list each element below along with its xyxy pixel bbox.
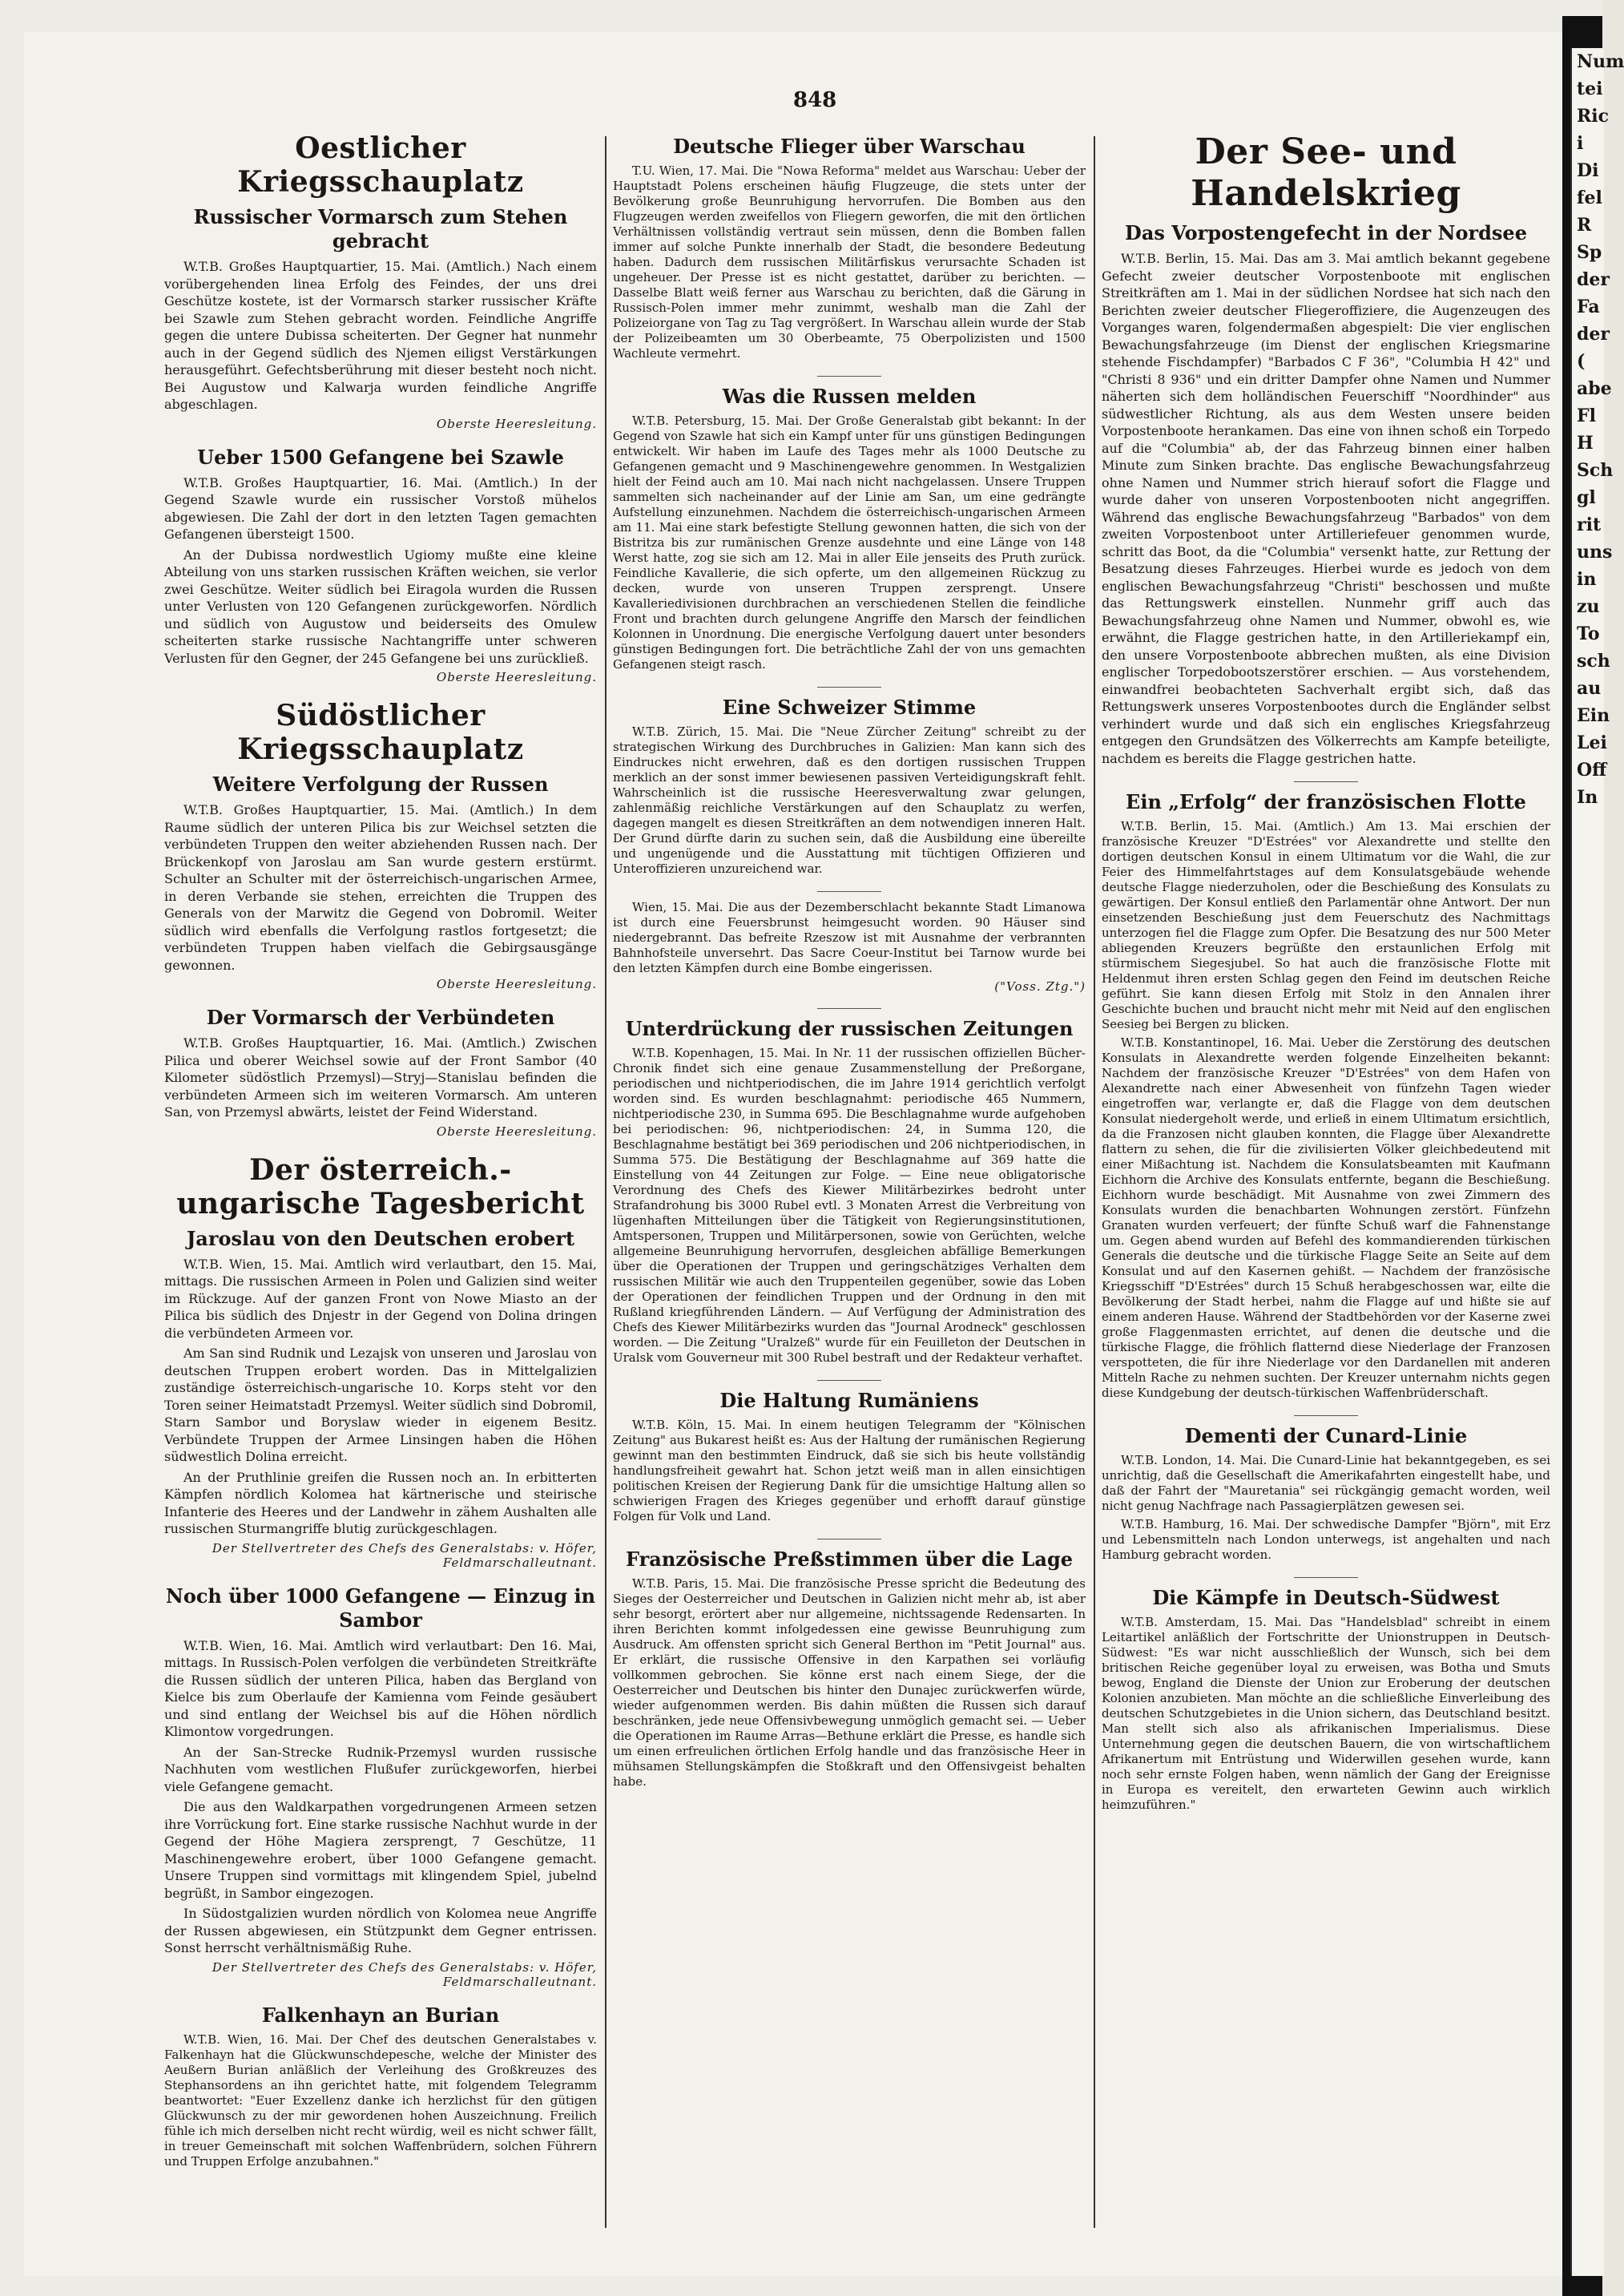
article-title: Deutsche Flieger über Warschau <box>673 135 1026 158</box>
article-separator <box>817 1380 881 1381</box>
article-paragraph: W.T.B. Köln, 15. Mai. In einem heutigen Telegramm der "Kölnischen Zeitung" aus Bukarest heißt es: Aus der Haltung der rumänischen Regierung gewinnt man den bestimmten Eindruck, daß sie sich bis heute vollständig handlungsfreiheit gewahrt hat. Schon jetzt weiß man in allen einsichtigen politischen Kreisen der Regierung Dank für die umsichtige Haltung allen so schwierigen Fragen des Krieges gegenüber und erhofft darauf günstige Folgen für Volk und Land. <box>613 1418 1086 1523</box>
article <box>164 773 597 991</box>
article-signature: Oberste Heeresleitung. <box>436 416 597 431</box>
article-paragraph: Am San sind Rudnik und Lezajsk von unseren und Jaroslau von deutschen Truppen erobert worden. Das in Mittelgalizien zuständige österreichisch-ungarische 10. Korps steht vor den Toren seiner Heimatstadt Przemysl. Weiter südlich sind Dobromil, Starn Sambor und Boryslaw wieder in eigenem Besitz. Verbündete Truppen der Armee Linsingen haben die Höhen südwestlich Dolina erreicht. <box>164 1346 597 1464</box>
article-title: Jaroslau von den Deutschen erobert <box>186 1226 575 1250</box>
article-paragraph: W.T.B. Berlin, 15. Mai. Das am 3. Mai amtlich bekannt gegebene Gefecht zweier deutscher Vorpostenboote mit englischen Streitkräften am 1. Mai in der südlichen Nordsee hat sich nach den Berichten zweier deutscher Fliegeroffiziere, die Augenzeugen des Vorganges waren, folgendermaßen abgespielt: Die vier englischen Bewachungsfahrzeuge (im Dienst der englischen Kriegsmarine stehende Fischdampfer) "Barbados C F 36", "Columbia H 42" und "Christi 8 936" und ein dritter Dampfer ohne Namen und Nummer näherten sich dem holländischen Feuerschiff "Noordhinder" aus südwestlicher Richtung, als aus dem Westen unsere beiden Vorpostenboote herankamen. Das eine von ihnen schoß ein Torpedo auf die "Columbia" ab, der das Fahrzeug binnen einer halben Minute zum Sinken brachte. Das englische Bewachungsfahrzeug ohne Namen und Nummer strich hierauf sofort die Flagge und wurde daher von unseren Vorpostenbooten nicht angegriffen. Während das englische Bewachungsfahrzeug "Barbados" von dem zweiten Vorpostenboot unter Artilleriefeuer genommen wurde, schritt das Boot, da die "Columbia" versenkt hatte, zur Rettung der Besatzung dieses Fahrzeuges. Hierbei wurde es jedoch von dem englischen Bewachungsfahrzeug "Christi" beschossen und mußte das Rettungswerk einstellen. Nunmehr griff auch das Bewachungsfahrzeug ohne Namen und Nummer, obwohl es, wie erwähnt, die Flagge gestrichen hatte, in den Artilleriekampf ein, den unsere Vorpostenboote abbrechen mußten, als eine Division englischer Torpedobootszerstörer erschien. — Aus vorstehendem, einwandfrei beobachteten Sachverhalt ergibt sich, daß das Rettungswerk unseres Vorpostenbootes durch die Engländer selbst verhindert wurde und daß sich ein englisches Kriegsfahrzeug entgegen den Grundsätzen des Völkerrechts am Kampfe beteiligte, nachdem es bereits die Flagge gestrichen hatte. <box>1102 251 1550 766</box>
column-left <box>164 128 597 2244</box>
adjacent-page-fragment: i <box>1577 133 1584 154</box>
article-title: Weitere Verfolgung der Russen <box>212 773 549 796</box>
adjacent-page-fragment: Sch <box>1577 460 1614 481</box>
adjacent-page-fragment: rit <box>1577 514 1602 535</box>
adjacent-page-fragment: R <box>1577 215 1592 236</box>
article-paragraph: An der Dubissa nordwestlich Ugiomy mußte eine kleine Abteilung von uns starken russischen Kräften weichen, sie verlor zwei Geschütze. Weiter südlich bei Eiragola wurden die Russen unter Verlusten von 120 Gefangenen zurückgeworfen. Nördlich und südlich von Augustow und beiderseits des Omulew scheiterten starke russische Nachtangriffe unter schweren Verlusten für den Gegner, der 245 Gefangene bei uns zurückließ. <box>164 547 597 666</box>
adjacent-page-fragment: abe <box>1577 378 1612 399</box>
column-right <box>1102 128 1550 2244</box>
adjacent-page-fragment: Ein <box>1577 705 1610 726</box>
article-paragraph: An der San-Strecke Rudnik-Przemysl wurden russische Nachhuten vom westlichen Flußufer zurückgeworfen, hierbei viele Gefangene gemacht. <box>164 1744 597 1794</box>
article <box>613 385 1086 672</box>
article-title: Die Haltung Rumäniens <box>719 1389 979 1412</box>
adjacent-page-fragment: fel <box>1577 188 1602 208</box>
article <box>613 1547 1086 1790</box>
article <box>613 1389 1086 1524</box>
article <box>613 1017 1086 1366</box>
adjacent-page-fragment: in <box>1577 569 1597 590</box>
article-separator <box>817 376 881 377</box>
article-paragraph: W.T.B. Wien, 16. Mai. Amtlich wird verlautbart: Den 16. Mai, mittags. In Russisch-Polen verfolgen die verbündeten Streitkräfte die Russen südlich der unteren Pilica, haben das Bergland von Kielce bis zum Oberlaufe der Kamienna vom Feinde gesäubert und sind entlang der Weichsel bis auf die Höhen nördlich Klimontow vorgedrungen. <box>164 1637 597 1739</box>
section-title: Oestlicher Kriegsschauplatz <box>237 131 524 199</box>
adjacent-page-fragment: uns <box>1577 542 1613 563</box>
adjacent-page-fragment: sch <box>1577 651 1610 672</box>
article-paragraph: W.T.B. London, 14. Mai. Die Cunard-Linie hat bekanntgegeben, es sei unrichtig, daß die Gesellschaft die Amerikafahrten eingestellt habe, und daß der Fahrt der "Mauretania" sei rückgängig gemacht worden, weil nicht genug Nachfrage nach Passagierplätzen gewesen sei. <box>1102 1453 1550 1513</box>
article-paragraph: W.T.B. Wien, 16. Mai. Der Chef des deutschen Generalstabes v. Falkenhayn hat die Glückwunschdepesche, welche der Minister des Aeußern Burian anläßlich der Verleihung des Großkreuzes des Stephansordens an ihn gerichtet hatte, mit folgendem Telegramm beantwortet: "Euer Exzellenz danke ich herzlichst für den gütigen Glückwunsch zu der mir gewordenen hohen Auszeichnung. Freilich fühle ich mich derselben nicht recht würdig, weil es nicht schwer fällt, in treuer Gemeinschaft mit solchen Waffenbrüdern, solchen Führern und Truppen Erfolge anzubahnen." <box>164 2032 597 2169</box>
article <box>1102 221 1550 767</box>
article-paragraph: W.T.B. Großes Hauptquartier, 16. Mai. (Amtlich.) Zwischen Pilica und oberer Weichsel sowie auf der Front Sambor (40 Kilometer südöstlich Przemysl)—Stryj—Stanislau befinden die verbündeten Armeen sich im weiteren Vormarsch. Am unteren San, von Przemysl abwärts, leistet der Feind Widerstand. <box>164 1035 597 1120</box>
adjacent-page-fragment: Fl <box>1577 406 1596 426</box>
article-title: Französische Preßstimmen über die Lage <box>626 1547 1073 1571</box>
adjacent-page-fragments <box>1572 48 1624 811</box>
article <box>164 1006 597 1139</box>
adjacent-page-fragment: H <box>1577 433 1594 454</box>
article-signature: Der Stellvertreter des Chefs des Generalstabs: v. Höfer, Feldmarschalleutnant. <box>212 1540 597 1570</box>
adjacent-page-fragment: zu <box>1577 596 1600 617</box>
article-paragraph: W.T.B. Großes Hauptquartier, 15. Mai. (Amtlich.) In dem Raume südlich der unteren Pilica bis zur Weichsel setzten die verbündeten Truppen den weiter abziehenden Russen nach. Der Brückenkopf von Jaroslau am San wurde gestern erstürmt. Schulter an Schulter mit der österreichisch-ungarischen Armee, in deren Verbande sie stehen, erreichten die Truppen des Generals von der Marwitz die Gegend von Dobromil. Weiter südlich wird ebenfalls die Verfolgung rastlos fortgesetzt; die verbündeten Truppen haben vielfach die Gebirgsausgänge gewonnen. <box>164 802 597 973</box>
article <box>164 1584 597 1989</box>
adjacent-page-edge <box>1570 48 1624 2276</box>
article-title: Falkenhayn an Burian <box>261 2003 500 2027</box>
page-number: 848 <box>793 88 837 112</box>
adjacent-page-fragment: Fa <box>1577 297 1600 317</box>
article-separator <box>817 687 881 688</box>
article <box>1102 1424 1550 1563</box>
article-signature: Oberste Heeresleitung. <box>436 670 597 684</box>
article <box>613 696 1086 877</box>
article-title: Ein „Erfolg“ der französischen Flotte <box>1126 790 1526 813</box>
adjacent-page-fragment: der <box>1577 269 1610 290</box>
article-paragraph: W.T.B. Zürich, 15. Mai. Die "Neue Zürcher Zeitung" schreibt zu der strategischen Wirkung des Durchbruches in Galizien: Man kann sich des Eindruckes nicht erwehren, daß es den dortigen russischen Truppen merklich an der sonst immer bewiesenen passiven Verteidigungskraft fehlt. Wahrscheinlich ist die russische Heeresverwaltung zwar gelungen, zahlenmäßig reichliche Verstärkungen auf den Schauplatz zu werfen, dagegen mangelt es diesen Streitkräften an dem notwendigen inneren Halt. Der Grund dürfte darin zu suchen sein, daß die Ausbildung eine übereilte und ungenügende und die Ausstattung mit tüchtigen Offizieren und Unteroffizieren unzureichend war. <box>613 724 1086 876</box>
article-title: Dementi der Cunard-Linie <box>1184 1424 1468 1447</box>
article-paragraph: W.T.B. Konstantinopel, 16. Mai. Ueber die Zerstörung des deutschen Konsulats in Alexandrette werden folgende Einzelheiten bekannt: Nachdem der französische Kreuzer "D'Estrées" von dem Hafen von Alexandrette nach einer Abwesenheit von fünfzehn Tagen wieder eingetroffen war, verlangte er, daß die Flagge von dem deutschen Konsulat niedergeholt werde, und erließ in einem Ultimatum ersichtlich, da die Franzosen nicht glauben konnten, die Flagge über Alexandrette flattern zu sehen, die für die zivilisierten Völker gleichbedeutend mit einer Mißachtung ist. Nachdem die Konsulatsbeamten mit Kaufmann Eichhorn die Archive des Konsulats entfernte, begann die Beschießung. Eichhorn wurde beschädigt. Mit Ausnahme von zwei Zimmern des Konsulats wurden die benachbarten Wohnungen zerstört. Fünfzehn Granaten wurden verfeuert; der fünfte Schuß warf die Fahnenstange um. Gegen abend wurden auf Befehl des kommandierenden türkischen Generals die deutsche und die türkische Flagge Seite an Seite auf dem Konsulat und auf den Kasernen gehißt. — Nachdem der französische Kriegsschiff "D'Estrées" durch 15 Schuß herabgeschossen war, eilte die Bevölkerung der Stadt herbei, nahm die Flagge auf und hißte sie auf einem anderen Hause. Während der Stadtbehörden vor der Kaserne zwei große Flaggenmasten errichtet, auf denen die deutsche und die türkische Flagge, die fröhlich flatternd diese Niederlage der Franzosen verspotteten, die für ihre Niederlage vor den Dardanellen mit anderen Mitteln Rache zu nehmen suchten. Der Kreuzer unternahm nichts gegen diese Kundgebung der deutsch-türkischen Waffenbrüderschaft. <box>1102 1035 1550 1400</box>
adjacent-page-fragment: Num <box>1577 51 1624 72</box>
newspaper-page <box>24 32 1562 2276</box>
adjacent-page-fragment: au <box>1577 678 1602 699</box>
column-rule <box>1094 136 1095 2228</box>
article-paragraph: Wien, 15. Mai. Die aus der Dezemberschlacht bekannte Stadt Limanowa ist durch eine Feuersbrunst heimgesucht worden. 90 Häuser sind niedergebrannt. Das befreite Rzeszow ist mit Ausnahme der verbrannten Bahnhofsteile unversehrt. Das Sacre Coeur-Institut bei Tarnow wurde bei den letzten Kämpfen durch eine Bombe eingerissen. <box>613 900 1086 975</box>
article-paragraph: W.T.B. Großes Hauptquartier, 16. Mai. (Amtlich.) In der Gegend Szawle wurde ein russischer Vorstoß mühelos abgewiesen. Die Zahl der dort in den letzten Tagen gemachten Gefangenen übersteigt 1500. <box>164 474 597 542</box>
article-paragraph: Die aus den Waldkarpathen vorgedrungenen Armeen setzen ihre Vorrückung fort. Eine starke russische Nachhut wurde in der Gegend der Höhe Magiera zersprengt, 7 Geschütze, 11 Maschinengewehre erobert, über 1000 Gefangene gemacht. Unsere Truppen sind vormittags mit klingendem Spiel, jubelnd begrüßt, in Sambor eingezogen. <box>164 1799 597 1901</box>
article-paragraph: W.T.B. Großes Hauptquartier, 15. Mai. (Amtlich.) Nach einem vorübergehenden linea Erfolg des Feindes, der uns drei Geschütze kostete, ist der Vormarsch starker russischer Kräfte bei Szawle zum Stehen gebracht worden. Feindliche Angriffe gegen die untere Dubissa scheiterten. Der Gegner hat nunmehr auch in der Gegend südlich des Njemen eiligst Verstärkungen herausgeführt. Gefechtsberührung mit dieser besteht noch nicht. Bei Augustow und Kalwarja wurden feindliche Angriffe abgeschlagen. <box>164 259 597 412</box>
article-paragraph: W.T.B. Wien, 15. Mai. Amtlich wird verlautbart, den 15. Mai, mittags. Die russischen Armeen in Polen und Galizien sind weiter im Rückzuge. Auf der ganzen Front von Nowe Miasto an der Pilica bis südlich des Dnjestr in der Gegend von Dolina dringen die verbündeten Armeen vor. <box>164 1256 597 1341</box>
adjacent-page-fragment: In <box>1577 787 1598 808</box>
article <box>164 205 597 431</box>
article-paragraph: W.T.B. Paris, 15. Mai. Die französische Presse spricht die Bedeutung des Sieges der Oesterreicher und Deutschen in Galizien nicht mehr ab, ist aber sehr besorgt, erörtert aber nur allgemeine, nichtssagende Redensarten. In ihren Berichten kommt infolgedessen eine gewisse Beunruhigung zum Ausdruck. Am offensten spricht sich General Berthon im "Petit Journal" aus. Er erklärt, die russische Offensive in den Karpathen sei vorläufig vollkommen gebrochen. Sie könne erst nach einem Siege, der die Oesterreicher und Deutschen bis hinter den Dunajec zurückwerfen würde, wieder aufgenommen werden. Bis dahin müßten die Russen sich darauf beschränken, jede neue Offensivbewegung unmöglich gemacht sei. — Ueber die Operationen im Raume Arras—Bethune erklärt die Presse, es handle sich um einen erfreulichen örtlichen Erfolg handle und das französische Heer in mühsamen Stellungskämpfen die Stoßkraft und den Offensivgeist behalten habe. <box>613 1576 1086 1789</box>
article-separator <box>817 891 881 892</box>
article <box>164 446 597 685</box>
article-signature: Oberste Heeresleitung. <box>436 977 597 991</box>
adjacent-page-fragment: gl <box>1577 487 1596 508</box>
article-paragraph: An der Pruthlinie greifen die Russen noch an. In erbitterten Kämpfen nördlich Kolomea hat kärtnerische und steirische Infanterie des Heeres und der Landwehr in zähem Aushalten alle russischen Sturmangriffe blutig zurückgeschlagen. <box>164 1469 597 1536</box>
adjacent-page-fragment: Sp <box>1577 242 1602 263</box>
adjacent-page-fragment: To <box>1577 623 1600 644</box>
article <box>613 135 1086 361</box>
article-title: Eine Schweizer Stimme <box>722 696 977 719</box>
article-separator <box>1294 781 1358 782</box>
article <box>1102 1586 1550 1813</box>
article-separator <box>1294 1415 1358 1416</box>
article <box>164 2003 597 2169</box>
article-source: ("Voss. Ztg.") <box>994 979 1086 994</box>
article-title: Russischer Vormarsch zum Stehen gebracht <box>193 205 568 252</box>
article-paragraph: W.T.B. Kopenhagen, 15. Mai. In Nr. 11 der russischen offiziellen Bücher-Chronik findet sich eine genaue Zusammenstellung der Preßorgane, periodischen und nichtperiodischen, die im Jahre 1914 gerichtlich verfolgt worden sind. Es wurden beschlagnahmt: periodische 465 Nummern, nichtperiodische 230, in Summa 695. Die Beschlagnahme wurde aufgehoben bei periodischen: 96, nichtperiodischen: 24, in Summa 120, die Beschlagnahme bestätigt bei 369 periodischen und 206 nichtperiodischen, in Summa 575. Die Bestätigung der Beschlagnahme auf 369 hatte die Einstellung von 44 Zeitungen zur Folge. — Eine neue obligatorische Verordnung des Chefs des Kiewer Militärbezirkes bedroht unter Strafandrohung bis 3000 Rubel evtl. 3 Monaten Arrest die Verbreitung von lügenhaften Mitteilungen über die Tätigkeit von Regierungsinstitutionen, Amtspersonen, Truppen und Militärpersonen, sowie von Gerüchten, welche allgemeine Beunruhigung hervorrufen, desgleichen abfällige Bemerkungen über die Operationen der Truppen und geringschätziges Verhalten dem russischen Militär wie auch den Truppenteilen gegenüber, sowie das Loben der Operationen der feindlichen Truppen und der Ordnung in den mit Rußland kriegführenden Ländern. — Auf Verfügung der Administration des Chefs des Kiewer Militärbezirks wurden das "Journal Arodneck" geschlossen worden. — Die Zeitung "Uralzeß" wurde für ein Feuilleton der Deutschen in Uralsk vom Gouverneur mit 300 Rubel bestraft und der Redakteur verhaftet. <box>613 1046 1086 1365</box>
article-title: Der Vormarsch der Verbündeten <box>206 1006 555 1029</box>
article-paragraph: W.T.B. Petersburg, 15. Mai. Der Große Generalstab gibt bekannt: In der Gegend von Szawle hat sich ein Kampf unter für uns günstigen Bedingungen entwickelt. Wir haben im Laufe des Tages mehr als 1000 Deutsche zu Gefangenen gemacht und 9 Maschinengewehre genommen. In Westgalizien hielt der Feind auch am 10. Mai nach nicht nachgelassen. Unsere Truppen sammelten sich nacheinander auf der Linie am San, um eine gedrängte Aufstellung einzunehmen. Nachdem die österreichisch-ungarischen Armeen am 11. Mai eine stark befestigte Stellung gewonnen hatten, die sich von der Bistritza bis zur rumänischen Grenze ausdehnte und eine Länge von 148 Werst hatte, zog sie sich am 12. Mai in aller Eile jenseits des Pruth zurück. Feindliche Kavallerie, die sich opferte, um den allgemeinen Rückzug zu decken, wurde von unseren Truppen zersprengt. Unsere Kavalleriedivisionen durchbrachen an verschiedenen Stellen die feindliche Front und brachten durch gelungene Angriffe den Marsch der feindlichen Kolonnen in Unordnung. Die energische Verfolgung dauert unter besonders günstigen Bedingungen fort. Die beträchtliche Zahl der von uns gemachten Gefangenen steigt rasch. <box>613 414 1086 672</box>
article <box>164 1227 597 1570</box>
adjacent-page-fragment: ( <box>1577 351 1586 372</box>
article-paragraph: W.T.B. Hamburg, 16. Mai. Der schwedische Dampfer "Björn", mit Erz und Lebensmitteln nach London unterwegs, ist angehalten und nach Hamburg gebracht worden. <box>1102 1517 1550 1562</box>
article-paragraph: In Südostgalizien wurden nördlich von Kolomea neue Angriffe der Russen abgewiesen, ein Stützpunkt dem Gegner entrissen. Sonst herrscht verhältnismäßig Ruhe. <box>164 1906 597 1955</box>
article-signature: Der Stellvertreter des Chefs des Generalstabs: v. Höfer, Feldmarschalleutnant. <box>212 1959 597 1989</box>
article-signature: Oberste Heeresleitung. <box>436 1124 597 1139</box>
article-title: Unterdrückung der russischen Zeitungen <box>625 1017 1074 1040</box>
article <box>613 900 1086 994</box>
article-paragraph: W.T.B. Berlin, 15. Mai. (Amtlich.) Am 13. Mai erschien der französische Kreuzer "D'Estrées" vor Alexandrette und stellte den dortigen deutschen Konsul in einem Ultimatum vor die Wahl, die zur Feier des Himmelfahrtstages auf dem Konsulatsgebäude wehende deutsche Flagge niederzuholen, oder die Beschießung des Konsulats zu gewärtigen. Der Konsul entließ den Parlamentär ohne Antwort. Der nun einsetzenden Beschießung just dem Feuerschutz des Nachmittags unterzogen fiel die Flagge zum Opfer. Die Besatzung des nur 500 Meter abliegenden Kreuzers begrüßte den erstaunlichen Erfolg mit stürmischem Siegesjubel. So hat auch die französische Flotte mit Heldenmut ihren ersten Schlag gegen den Feind im deutschen Reiche geführt. Sie kann diesen Erfolg mit Stolz in den Annalen ihrer Geschichte buchen und braucht nicht mehr mit Neid auf den englischen Seesieg bei Bergen zu blicken. <box>1102 819 1550 1031</box>
article-paragraph: T.U. Wien, 17. Mai. Die "Nowa Reforma" meldet aus Warschau: Ueber der Hauptstadt Polens erscheinen häufig Flugzeuge, die stets unter der Bevölkerung große Beunruhigung hervorrufen. Die Bomben aus den Flugzeugen werden zweifellos von Fliegern geworfen, die mit den örtlichen Verhältnissen vollständig vertraut sein müssen, denn die Bomben fallen immer auf solche Punkte innerhalb der Stadt, die besondere Bedeutung haben. Dadurch dem russischen Militärfiskus verursachte Schaden ist ungeheuer. Der Presse ist es nicht gestattet, darüber zu berichten. — Dasselbe Blatt weiß ferner aus Warschau zu berichten, daß die Gärung in Russisch-Polen immer mehr zunimmt, weshalb man die Zahl der Polizeiorgane von Tag zu Tag vergrößert. In Warschau allein wurde der Stab der Polizeibeamten um 30 Oberbeamte, 75 Oberpolizisten und 1500 Wachleute vermehrt. <box>613 163 1086 361</box>
article-separator <box>817 1008 881 1009</box>
adjacent-page-fragment: Di <box>1577 160 1599 181</box>
article-title: Das Vorpostengefecht in der Nordsee <box>1125 221 1527 244</box>
article-title: Was die Russen melden <box>722 385 977 408</box>
column-rule <box>605 136 606 2228</box>
section-title: Südöstlicher Kriegsschauplatz <box>237 699 524 766</box>
article-paragraph: W.T.B. Amsterdam, 15. Mai. Das "Handelsblad" schreibt in einem Leitartikel anläßlich der Fortschritte der Unionstruppen in Deutsch-Südwest: "Es war nicht ausschließlich der Wunsch, sich bei dem britischen Reiche gegenüber loyal zu erweisen, was Botha und Smuts bewog, England die Dienste der Union zur Eroberung der deutschen Kolonien anzubieten. Man möchte an die schließliche Einverleibung des deutschen Schutzgebietes in die Union sichern, das Deutschland besitzt. Man stellt sich also als afrikanischen Imperialismus. Diese Unternehmung gegen die deutschen Bauern, die von wirtschaftlichem Afrikanertum mit Entrüstung und Widerwillen gesehen wurde, kann noch sehr ernste Folgen haben, wenn nämlich der Gang der Ereignisse in Europa es vereitelt, den erwarteten Gewinn auch wirklich heimzuführen." <box>1102 1615 1550 1812</box>
adjacent-page-fragment: tei <box>1577 79 1603 99</box>
article-title: Noch über 1000 Gefangene — Einzug in Sambor <box>165 1584 596 1632</box>
adjacent-page-fragment: der <box>1577 324 1610 345</box>
article <box>1102 790 1550 1401</box>
article-title: Die Kämpfe in Deutsch-Südwest <box>1152 1586 1500 1609</box>
article-separator <box>1294 1577 1358 1578</box>
adjacent-page-fragment: Lei <box>1577 732 1607 753</box>
column-middle <box>613 128 1086 2244</box>
adjacent-page-fragment: Off <box>1577 760 1607 781</box>
adjacent-page-fragment: Ric <box>1577 106 1610 127</box>
article-title: Ueber 1500 Gefangene bei Szawle <box>197 445 564 469</box>
section-title: Der österreich.-ungarische Tagesbericht <box>176 1152 585 1221</box>
section-title: Der See- und Handelskrieg <box>1191 131 1461 214</box>
